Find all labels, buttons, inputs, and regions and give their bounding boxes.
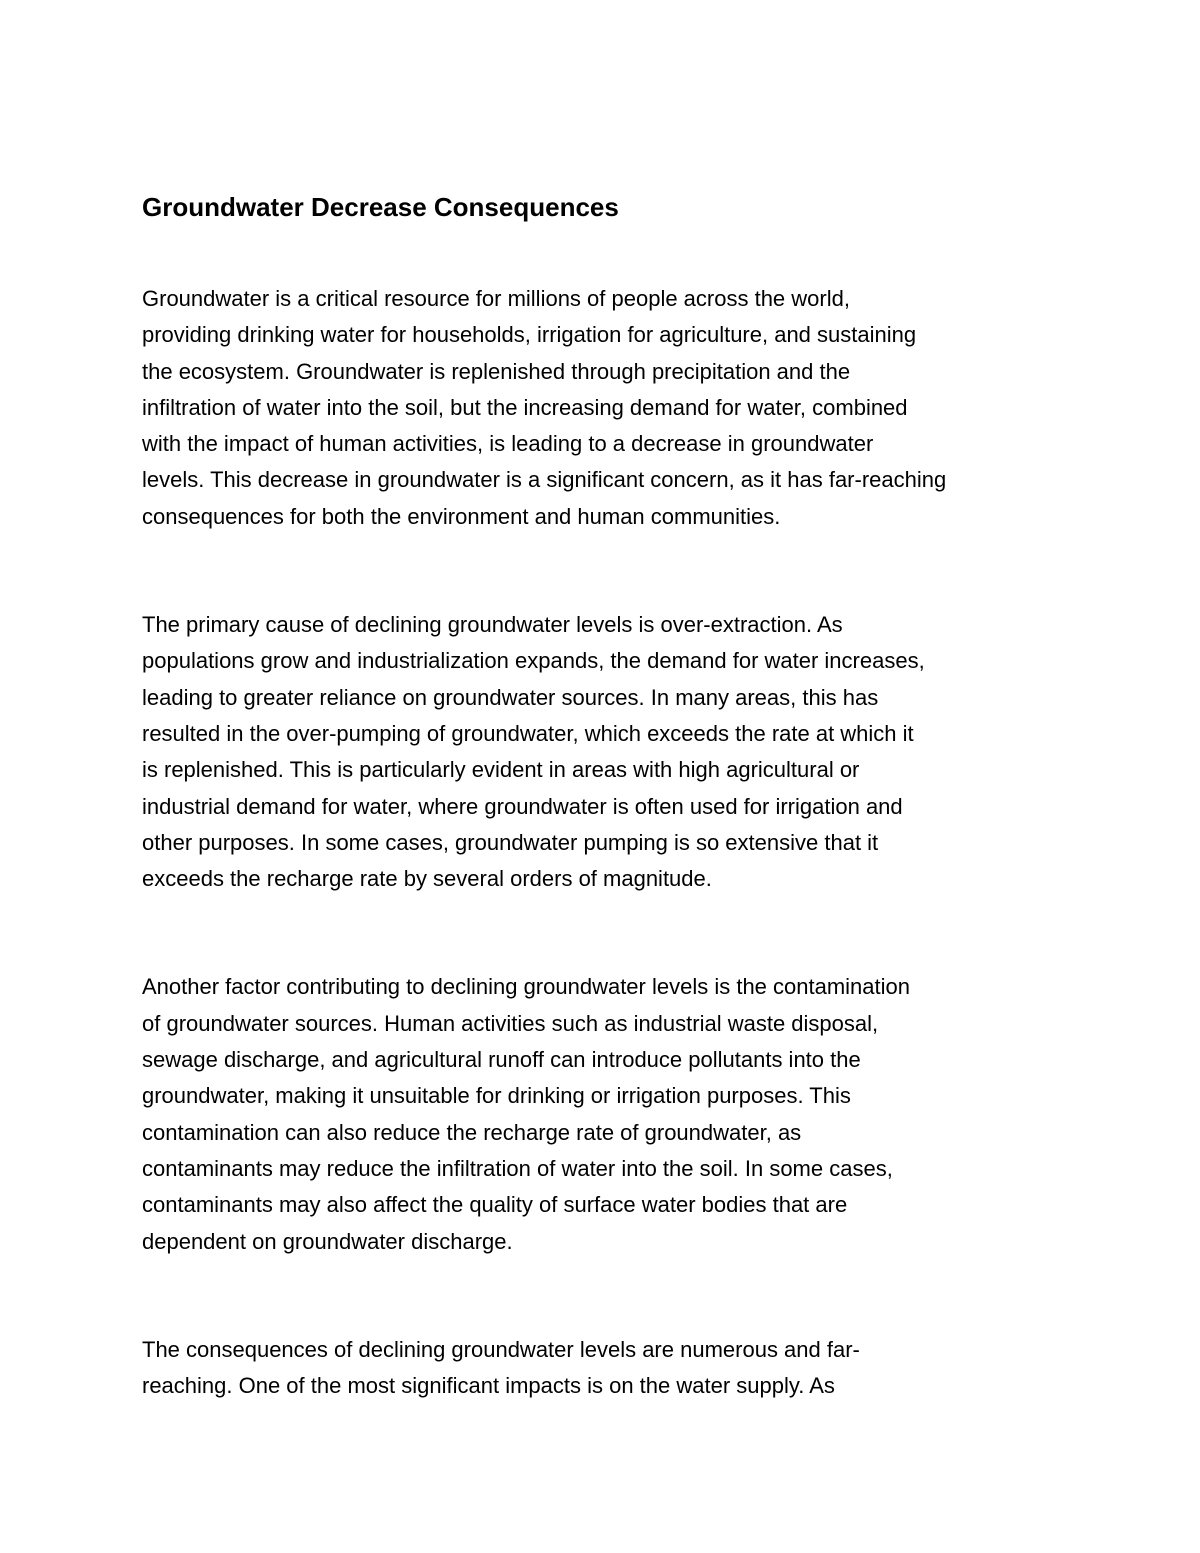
document-body xyxy=(142,189,1072,1404)
paragraph-4: The consequences of declining groundwater levels are numerous and far- reaching. One of the most significant impacts is on the water supply. As xyxy=(142,1336,860,1399)
document-title: Groundwater Decrease Consequences xyxy=(142,192,619,222)
paragraph-2: The primary cause of declining groundwater levels is over-extraction. As populations grow and industrialization expands, the demand for water increases, leading to greater reliance on groundwater sources. In many areas, this has resulted in the over-pumping of groundwater, which exceeds the rate at which it is replenished. This is particularly evident in areas with high agricultural or industrial demand for water, where groundwater is often used for irrigation and other purposes. In some cases, groundwater pumping is so extensive that it exceeds the recharge rate by several orders of magnitude. xyxy=(142,612,925,892)
paragraph-3: Another factor contributing to declining groundwater levels is the contamination of groundwater sources. Human activities such as industrial waste disposal, sewage discharge, and agricultural runoff can introduce pollutants into the groundwater, making it unsuitable for drinking or irrigation purposes. This contamination can also reduce the recharge rate of groundwater, as contaminants may reduce the infiltration of water into the soil. In some cases, contaminants may also affect the quality of surface water bodies that are dependent on groundwater discharge. xyxy=(142,974,911,1254)
paragraph-1: Groundwater is a critical resource for millions of people across the world, providing drinking water for households, irrigation for agriculture, and sustaining the ecosystem. Groundwater is replenished through precipitation and the infiltration of water into the soil, but the increasing demand for water, combined with the impact of human activities, is leading to a decrease in groundwater levels. This decrease in groundwater is a significant concern, as it has far-reaching consequences for both the environment and human communities. xyxy=(142,286,947,529)
